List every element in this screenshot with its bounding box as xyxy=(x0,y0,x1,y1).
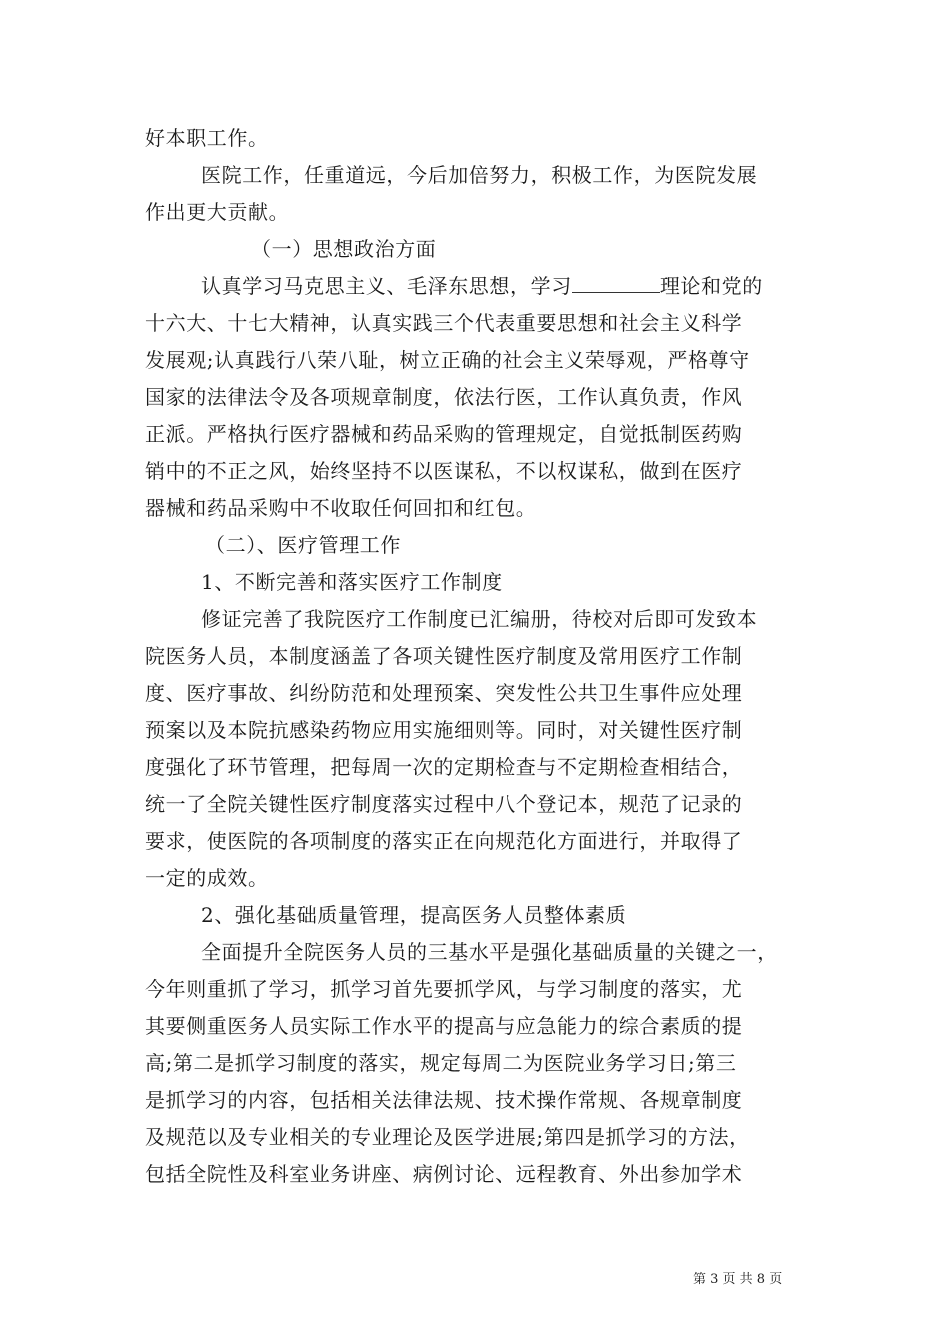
text-line: 度、医疗事故、纠纷防范和处理预案、突发性公共卫生事件应处理 xyxy=(145,681,743,705)
text-line: 作出更大贡献。 xyxy=(145,200,290,224)
text-line: 包括全院性及科室业务讲座、病例讨论、远程教育、外出参加学术 xyxy=(145,1162,743,1186)
text-line: 器械和药品采购中不收取任何回扣和红包。 xyxy=(145,496,537,520)
text-line: 十六大、十七大精神，认真实践三个代表重要思想和社会主义科学 xyxy=(145,311,743,335)
text-line: 2、强化基础质量管理，提高医务人员整体素质 xyxy=(201,903,627,927)
text-line: 销中的不正之风，始终坚持不以医谋私，不以权谋私，做到在医疗 xyxy=(145,459,743,483)
text-line: 医院工作，任重道远，今后加倍努力，积极工作，为医院发展 xyxy=(201,163,758,187)
text-line: 1、不断完善和落实医疗工作制度 xyxy=(201,570,503,594)
text-line: 度强化了环节管理，把每周一次的定期检查与不定期检查相结合， xyxy=(145,755,743,779)
text-line: 是抓学习的内容，包括相关法律法规、技术操作常规、各规章制度 xyxy=(145,1088,743,1112)
text-line: 修证完善了我院医疗工作制度已汇编册，待校对后即可发致本 xyxy=(201,607,758,631)
text-line: 全面提升全院医务人员的三基水平是强化基础质量的关键之一， xyxy=(201,940,778,964)
text-line: 预案以及本院抗感染药物应用实施细则等。同时，对关键性医疗制 xyxy=(145,718,743,742)
text-line: 及规范以及专业相关的专业理论及医学进展;第四是抓学习的方法， xyxy=(145,1125,750,1149)
text-line xyxy=(145,268,825,305)
text-line: 今年则重抓了学习，抓学习首先要抓学风，与学习制度的落实，尤 xyxy=(145,977,743,1001)
text-line: 好本职工作。 xyxy=(145,126,269,150)
text-line: 统一了全院关键性医疗制度落实过程中八个登记本，规范了记录的 xyxy=(145,792,743,816)
text-segment: 认真学习马克思主义、毛泽东思想，学习 xyxy=(201,274,572,298)
text-line: （二）、医疗管理工作 xyxy=(205,533,401,557)
text-line: 高;第二是抓学习制度的落实，规定每周二为医院业务学习日;第三 xyxy=(145,1051,737,1075)
text-line: 院医务人员，本制度涵盖了各项关键性医疗制度及常用医疗工作制 xyxy=(145,644,743,668)
fill-in-blank xyxy=(572,270,660,293)
document-body xyxy=(145,120,825,1193)
text-line: 一定的成效。 xyxy=(145,866,269,890)
text-line: 其要侧重医务人员实际工作水平的提高与应急能力的综合素质的提 xyxy=(145,1014,743,1038)
text-line: 发展观;认真践行八荣八耻，树立正确的社会主义荣辱观，严格尊守 xyxy=(145,348,750,372)
text-segment: 理论和党的 xyxy=(659,274,763,298)
text-line: 国家的法律法令及各项规章制度，依法行医，工作认真负责，作风 xyxy=(145,385,743,409)
page-number-footer: 第 3 页 共 8 页 xyxy=(693,1272,783,1287)
text-line: （一）思想政治方面 xyxy=(251,237,437,261)
text-line: 要求，使医院的各项制度的落实正在向规范化方面进行，并取得了 xyxy=(145,829,743,853)
text-line: 正派。严格执行医疗器械和药品采购的管理规定，自觉抵制医药购 xyxy=(145,422,743,446)
